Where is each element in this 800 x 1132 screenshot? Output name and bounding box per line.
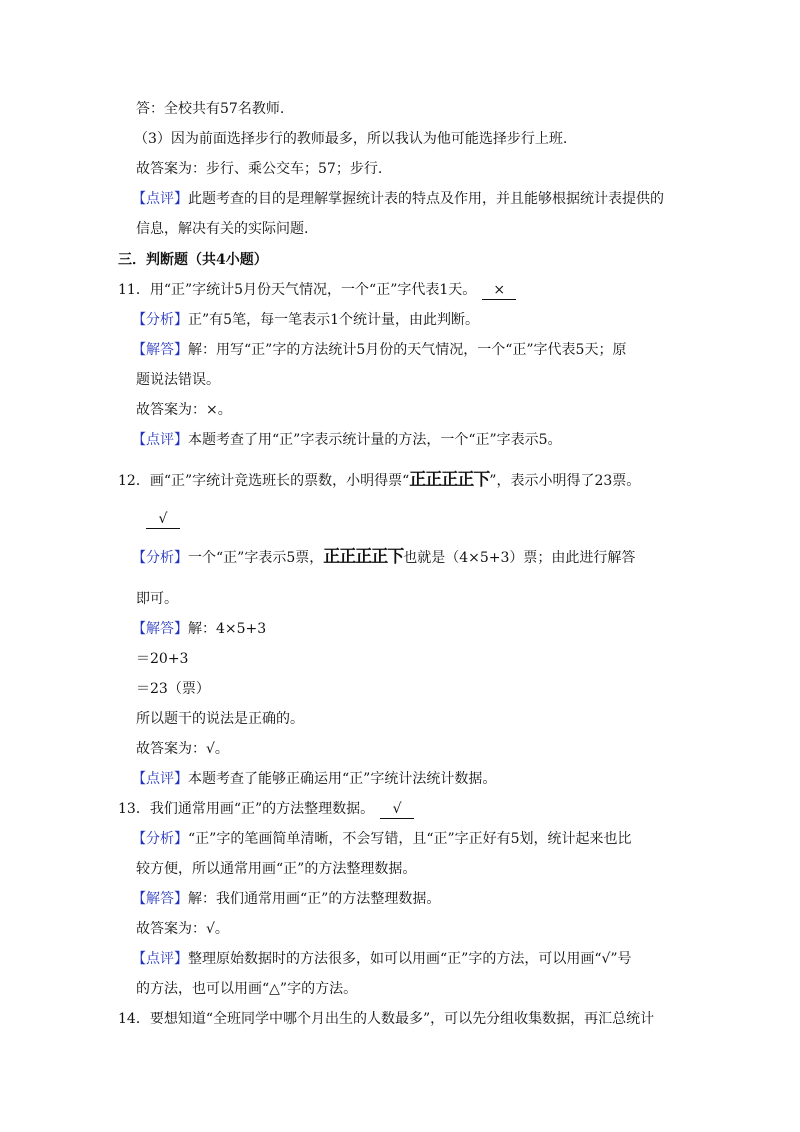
analysis-text-a: 一个“正”字表示5票， xyxy=(188,550,324,566)
solution-text: 解：用写“正”字的方法统计5月份的天气情况，一个“正”字代表5天；原 xyxy=(188,342,627,358)
comment-tag: 【点评】 xyxy=(132,951,188,967)
q12-solution xyxy=(132,619,266,639)
question-14: 14．要想知道“全班同学中哪个月出生的人数最多”，可以先分组收集数据，再汇总统计 xyxy=(118,1011,655,1027)
analysis-tag: 【分析】 xyxy=(132,831,188,847)
question-11 xyxy=(118,280,516,300)
solution-text: 解：4×5+3 xyxy=(188,621,267,637)
comment-tag: 【点评】 xyxy=(132,771,188,787)
question-13 xyxy=(118,799,414,819)
answer-line: 答：全校共有57名教师. xyxy=(136,101,285,117)
solution-text: 解：我们通常用画“正”的方法整理数据。 xyxy=(188,891,441,907)
q13-analysis-continued: 较方便，所以通常用画“正”的方法整理数据。 xyxy=(136,861,417,877)
q12-step-1: ＝20+3 xyxy=(136,651,189,667)
question-13-answer-blank: √ xyxy=(380,800,414,819)
q11-solution xyxy=(132,340,626,360)
comment-text: 本题考查了能够正确运用“正”字统计法统计数据。 xyxy=(188,771,497,787)
question-12 xyxy=(118,470,640,491)
q11-solution-continued: 题说法错误。 xyxy=(136,372,220,388)
q13-solution xyxy=(132,889,440,909)
analysis-text: 正”有5笔，每一笔表示1个统计量，由此判断。 xyxy=(188,312,479,328)
q12-final-answer: 故答案为：√。 xyxy=(136,741,229,757)
solution-tag: 【解答】 xyxy=(132,621,188,637)
analysis-text-b: 也就是（4×5+3）票；由此进行解答 xyxy=(403,550,636,566)
question-11-text: 11．用“正”字统计5月份天气情况，一个“正”字代表1天。 xyxy=(118,282,477,298)
q11-final-answer: 故答案为：×。 xyxy=(136,402,232,418)
comment-text: 整理原始数据时的方法很多，如可以用画“正”字的方法，可以用画“√”号 xyxy=(188,951,632,967)
final-answer: 故答案为：步行、乘公交车；57；步行. xyxy=(136,161,383,177)
comment-continued: 信息，解决有关的实际问题. xyxy=(136,221,309,237)
comment-text: 本题考查了用“正”字表示统计量的方法，一个“正”字表示5。 xyxy=(188,432,562,448)
q12-conclusion: 所以题干的说法是正确的。 xyxy=(136,711,304,727)
question-12-text-a: 12．画“正”字统计竞选班长的票数，小明得票“ xyxy=(118,473,410,489)
comment-line xyxy=(132,189,664,209)
tally-mark-image: 正正正正下 xyxy=(323,547,404,567)
solution-part-3: （3）因为前面选择步行的教师最多，所以我认为他可能选择步行上班. xyxy=(134,131,568,147)
analysis-text: “正”字的笔画简单清晰，不会写错，且“正”字正好有5划，统计起来也比 xyxy=(188,831,632,847)
question-12-answer-blank: √ xyxy=(146,510,180,529)
question-13-text: 13．我们通常用画“正”的方法整理数据。 xyxy=(118,801,375,817)
q13-comment xyxy=(132,949,632,969)
section-heading: 三．判断题（共4小题） xyxy=(118,252,268,268)
question-11-answer-blank: × xyxy=(482,281,516,300)
comment-text: 此题考查的目的是理解掌握统计表的特点及作用，并且能够根据统计表提供的 xyxy=(188,191,664,207)
q12-analysis xyxy=(132,547,635,568)
tally-mark-image: 正正正正下 xyxy=(409,470,490,490)
solution-tag: 【解答】 xyxy=(132,891,188,907)
q12-step-2: ＝23（票） xyxy=(136,681,210,697)
comment-tag: 【点评】 xyxy=(132,432,188,448)
q13-comment-continued: 的方法，也可以用画“△”字的方法。 xyxy=(136,981,358,997)
question-12-answer-line xyxy=(140,509,180,529)
q11-analysis xyxy=(132,310,479,330)
question-12-text-b: ”，表示小明得了23票。 xyxy=(489,473,641,489)
q12-analysis-continued: 即可。 xyxy=(136,591,178,607)
q11-comment xyxy=(132,430,562,450)
analysis-tag: 【分析】 xyxy=(132,550,188,566)
comment-tag: 【点评】 xyxy=(132,191,188,207)
solution-tag: 【解答】 xyxy=(132,342,188,358)
q13-analysis xyxy=(132,829,632,849)
q12-comment xyxy=(132,769,496,789)
q13-final-answer: 故答案为：√。 xyxy=(136,921,229,937)
analysis-tag: 【分析】 xyxy=(132,312,188,328)
